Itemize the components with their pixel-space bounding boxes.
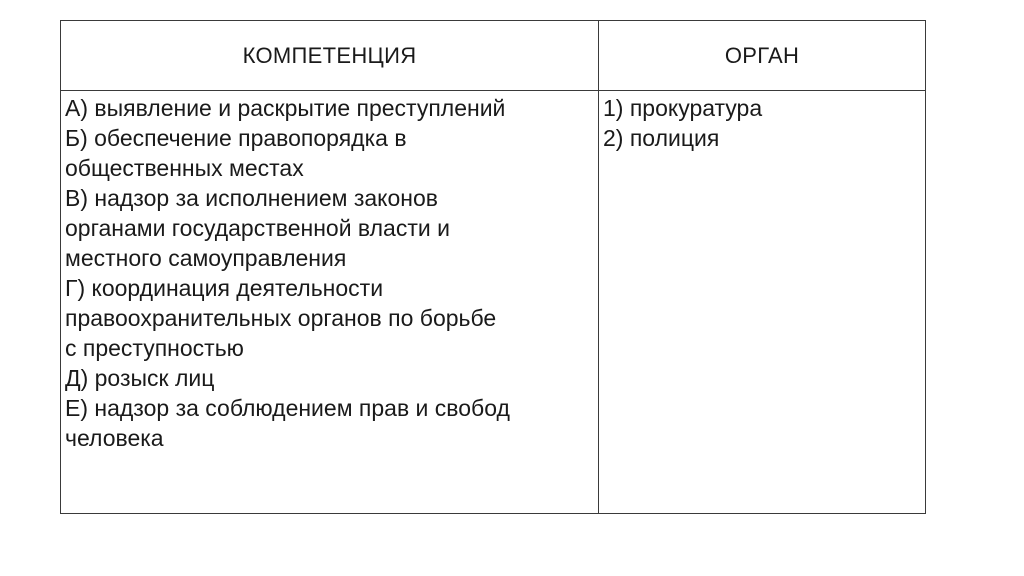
organ-cell	[603, 93, 921, 153]
header-organ: ОРГАН	[724, 43, 800, 68]
competence-line: правоохранительных органов по борьбе	[65, 305, 497, 331]
column-divider	[598, 21, 599, 513]
competence-line: Г) координация деятельности	[65, 275, 384, 301]
competence-line: В) надзор за исполнением законов	[65, 185, 438, 211]
table-header-row	[61, 21, 925, 91]
header-competence: КОМПЕТЕНЦИЯ	[242, 43, 417, 68]
competence-line: с преступностью	[65, 335, 244, 361]
competence-line: общественных местах	[65, 155, 304, 181]
matching-table	[60, 20, 926, 514]
competence-line: органами государственной власти и	[65, 215, 450, 241]
competence-line: Е) надзор за соблюдением прав и свобод	[65, 395, 510, 421]
organ-line: 2) полиция	[603, 125, 720, 151]
competence-line: А) выявление и раскрытие преступлений	[65, 95, 506, 121]
competence-cell	[65, 93, 595, 453]
competence-line: Б) обеспечение правопорядка в	[65, 125, 407, 151]
competence-line: местного самоуправления	[65, 245, 347, 271]
competence-line: Д) розыск лиц	[65, 365, 215, 391]
competence-line: человека	[65, 425, 164, 451]
organ-line: 1) прокуратура	[603, 95, 763, 121]
